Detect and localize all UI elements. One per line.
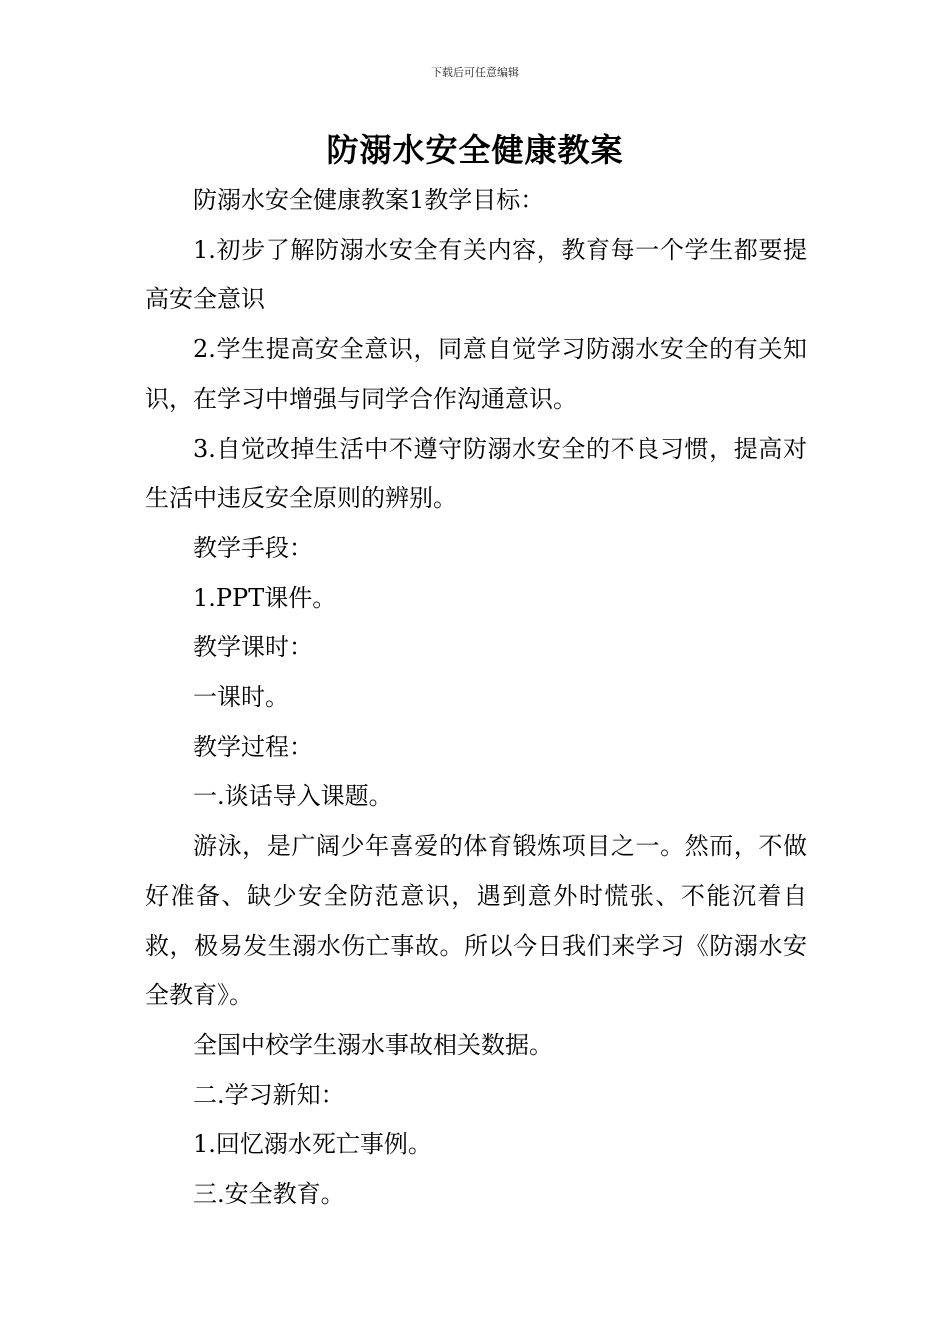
paragraph: 1.回忆溺水死亡事例。 bbox=[193, 1130, 432, 1159]
paragraph: 3.自觉改掉生活中不遵守防溺水安全的不良习惯，提高对生活中违反安全原则的辨别。 bbox=[145, 434, 807, 513]
paragraph: 教学手段： bbox=[193, 533, 313, 562]
paragraph: 三.安全教育。 bbox=[193, 1180, 345, 1209]
paragraph: 1.初步了解防溺水安全有关内容，教育每一个学生都要提高安全意识 bbox=[145, 235, 807, 314]
paragraph: 教学过程： bbox=[193, 732, 313, 761]
paragraph: 全国中校学生溺水事故相关数据。 bbox=[193, 1030, 553, 1059]
paragraph: 教学课时： bbox=[193, 633, 313, 662]
paragraph: 一.谈话导入课题。 bbox=[193, 782, 393, 811]
paragraph: 1.PPT课件。 bbox=[193, 583, 337, 612]
document-body bbox=[145, 176, 807, 1220]
document-title: 防溺水安全健康教案 bbox=[326, 131, 624, 169]
paragraph: 二.学习新知： bbox=[193, 1080, 345, 1109]
paragraph: 2.学生提高安全意识，同意自觉学习防溺水安全的有关知识，在学习中增强与同学合作沟通意识。 bbox=[145, 335, 807, 413]
paragraph: 一课时。 bbox=[193, 683, 289, 712]
paragraph: 防溺水安全健康教案1教学目标： bbox=[193, 186, 545, 214]
paragraph: 游泳，是广阔少年喜爱的体育锻炼项目之一。然而，不做好准备、缺少安全防范意识，遇到意外时慌张、不能沉着自救，极易发生溺水伤亡事故。所以今日我们来学习《防溺水安全教育》。 bbox=[145, 832, 807, 1010]
header-note: 下载后可任意编辑 bbox=[431, 66, 519, 79]
